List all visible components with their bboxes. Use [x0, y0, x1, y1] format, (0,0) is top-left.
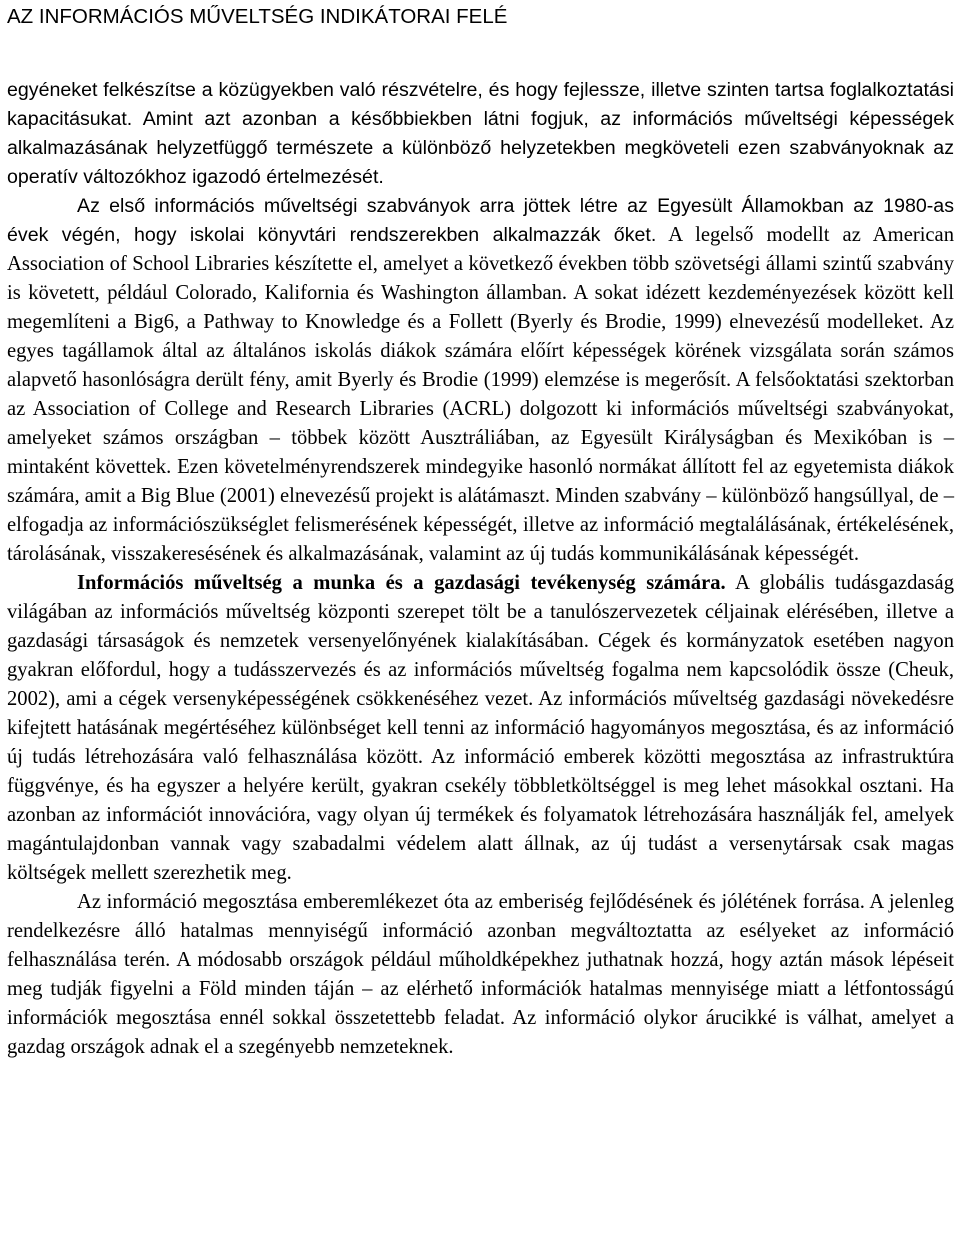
paragraph-work-economy — [7, 569, 954, 888]
paragraph-continuation: egyéneket felkészítse a közügyekben való részvételre, és hogy fejlessze, illetve szinten tartsa foglalkoztatási kapacitásukat. Amint azt azonban a későbbiekben látni fogjuk, az információs műveltségi képességek alkalmazásának helyzetfüggő természete a különböző helyzetekben megköveteli ezen szabványoknak az operatív változókhoz igazodó értelmezését. — [7, 79, 954, 188]
document-body — [7, 76, 954, 1062]
running-header-title: AZ INFORMÁCIÓS MŰVELTSÉG INDIKÁTORAI FELÉ — [7, 5, 508, 28]
paragraph-standards-history-intro: Az első információs műveltségi szabványok arra jöttek létre az Egyesült Államokban az 1980-as évek végén, hogy iskolai könyvtári rendszerekben alkalmazzák őket. — [7, 195, 954, 246]
paragraph-standards-history — [7, 192, 954, 569]
section-heading-inline: Információs műveltség a munka és a gazdasági tevékenység számára. — [77, 572, 726, 594]
paragraph-standards-history-body: A legelső modellt az American Association of School Libraries készítette el, amelyet a következő években több szövetségi állami szintű szabvány is követett, például Colorado, Kalifornia és Washington államban. A sokat idézett kezdeményezések között kell megemlíteni a Big6, a Pathway to Knowledge és a Follett (Byerly és Brodie, 1999) elnevezésű modelleket. Az egyes tagállamok által az általános iskolás diákok számára előírt képességek körének vizsgálata során számos alapvető hasonlóságra derült fény, amit Byerly és Brodie (1999) elemzése is megerősít. A felsőoktatási szektorban az Association of College and Research Libraries (ACRL) dolgozott ki információs műveltségi szabványokat, amelyeket számos országban – többek között Ausztráliában, az Egyesült Királyságban és Mexikóban is – mintaként követtek. Ezen követelményrendszerek mindegyike hasonló normákat állított fel az egyetemista diákok számára, amit a Big Blue (2001) elnevezésű projekt is alátámaszt. Minden szabvány – különböző hangsúllyal, de – elfogadja az információszükséglet felismerésének képességét, illetve az információ megtalálásának, értékelésének, tárolásának, visszakeresésének és alkalmazásának, valamint az új tudás kommunikálásának képességét. — [7, 224, 954, 565]
paragraph-work-economy-body: A globális tudásgazdaság világában az információs műveltség központi szerepet tölt be a tanulószervezetek céljainak elérésében, illetve a gazdasági társaságok és nemzetek versenyelőnyének kialakításában. Cégek és kormányzatok esetében nagyon gyakran előfordul, hogy a tudásszervezés és az információs műveltség fogalma nem kapcsolódik össze (Cheuk, 2002), ami a cégek versenyképességének csökkenéséhez vezet. Az információs műveltség gazdasági növekedésre kifejtett hatásának megértéséhez különbséget kell tenni az információ hagyományos megosztása, és az információ új tudás létrehozására való felhasználása között. Az információ emberek közötti megosztása az infrastruktúra függvénye, és ha egyszer a helyére került, gyakran csekély többletköltséggel is meg lehet másokkal osztani. Ha azonban az információt innovációra, vagy olyan új termékek és folyamatok létrehozására használják fel, amelyek magántulajdonban vannak vagy szabadalmi védelem alatt állnak, az új tudást a versenytársak csak magas költségek mellett szerezhetik meg. — [7, 572, 954, 884]
paragraph-information-sharing: Az információ megosztása emberemlékezet óta az emberiség fejlődésének és jólétének forrása. A jelenleg rendelkezésre álló hatalmas mennyiségű információ azonban megváltoztatta az esélyeket az információ felhasználása terén. A módosabb országok például műholdképekhez juthatnak hozzá, hogy aztán mások lépéseit meg tudják figyelni a Föld minden táján – az elérhető információk hatalmas mennyisége miatt a létfontosságú információk megosztása ennél sokkal összetettebb feladat. Az információ olykor árucikké is válhat, amelyet a gazdag országok adnak el a szegényebb nemzeteknek. — [7, 891, 954, 1058]
